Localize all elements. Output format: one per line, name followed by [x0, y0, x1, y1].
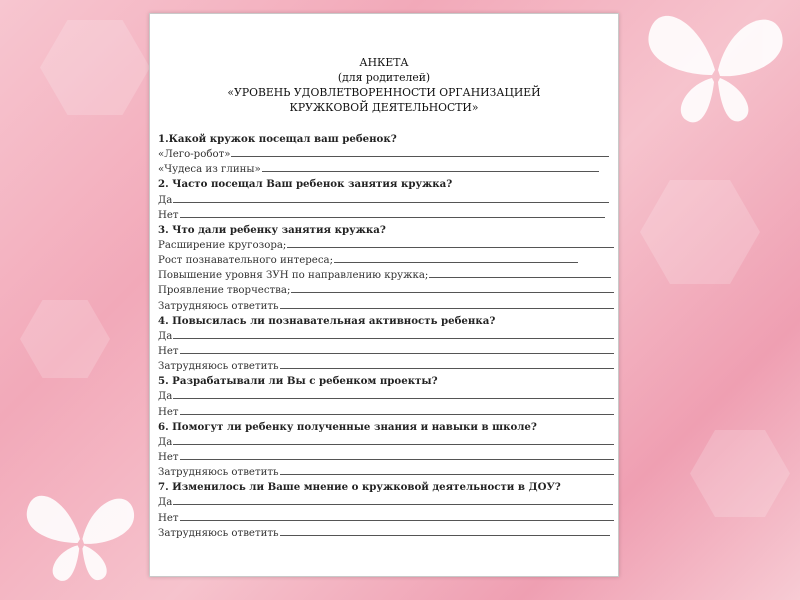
answer-line — [158, 389, 614, 404]
answer-line — [158, 162, 614, 177]
answer-label: Да — [158, 391, 173, 403]
answer-blank[interactable] — [180, 208, 605, 218]
answer-label: Нет — [158, 451, 179, 463]
questionnaire-title: АНКЕТА — [359, 56, 409, 69]
butterfly-icon — [640, 0, 790, 130]
answer-label: Затрудняюсь ответить — [158, 467, 279, 479]
answer-line — [158, 526, 614, 541]
answer-blank[interactable] — [287, 238, 614, 248]
answer-label: Да — [158, 497, 173, 509]
answer-line — [158, 299, 614, 314]
answer-line — [158, 465, 614, 480]
question-6: 6. Помогут ли ребенку полученные знания и навыки в школе? — [158, 420, 537, 433]
answer-label: Нет — [158, 209, 179, 221]
answer-line — [158, 511, 614, 526]
answer-line — [158, 359, 614, 374]
questionnaire-body — [158, 132, 614, 541]
background-hexagon — [690, 430, 790, 517]
butterfly-icon — [20, 480, 140, 590]
answer-blank[interactable] — [280, 359, 614, 369]
answer-blank[interactable] — [231, 147, 609, 157]
answer-blank[interactable] — [291, 283, 614, 293]
answer-line — [158, 268, 614, 283]
answer-label: Затрудняюсь ответить — [158, 527, 279, 539]
answer-line — [158, 283, 614, 298]
questionnaire-topic-line-1: «УРОВЕНЬ УДОВЛЕТВОРЕННОСТИ ОРГАНИЗАЦИЕЙ — [227, 86, 541, 99]
question-2: 2. Часто посещал Ваш ребенок занятия кружка? — [158, 178, 453, 191]
answer-label: Да — [158, 330, 173, 342]
answer-line — [158, 329, 614, 344]
answer-blank[interactable] — [180, 511, 614, 521]
background-hexagon — [40, 20, 150, 115]
answer-label: Затрудняюсь ответить — [158, 361, 279, 373]
question-3: 3. Что дали ребенку занятия кружка? — [158, 223, 386, 236]
background-hexagon — [20, 300, 110, 378]
answer-line — [158, 435, 614, 450]
answer-blank[interactable] — [173, 389, 614, 399]
answer-line — [158, 405, 614, 420]
answer-label: Рост познавательного интереса; — [158, 255, 334, 267]
question-7: 7. Изменилось ли Ваше мнение о кружковой деятельности в ДОУ? — [158, 481, 561, 494]
answer-label: «Чудеса из глины» — [158, 164, 261, 176]
question-5: 5. Разрабатывали ли Вы с ребенком проекты? — [158, 375, 438, 388]
answer-blank[interactable] — [173, 435, 614, 445]
answer-label: Да — [158, 436, 173, 448]
answer-line — [158, 450, 614, 465]
questionnaire-sheet — [149, 13, 619, 577]
answer-blank[interactable] — [173, 329, 614, 339]
answer-blank[interactable] — [280, 526, 610, 536]
answer-blank[interactable] — [280, 299, 614, 309]
answer-line — [158, 238, 614, 253]
answer-line — [158, 253, 614, 268]
answer-blank[interactable] — [334, 253, 578, 263]
answer-label: Расширение кругозора; — [158, 239, 287, 251]
answer-line — [158, 193, 614, 208]
answer-label: «Лего-робот» — [158, 149, 231, 161]
answer-line — [158, 208, 614, 223]
answer-label: Да — [158, 194, 173, 206]
answer-label: Нет — [158, 345, 179, 357]
questionnaire-subtitle: (для родителей) — [337, 71, 431, 84]
answer-blank[interactable] — [180, 344, 614, 354]
questionnaire-topic-line-2: КРУЖКОВОЙ ДЕЯТЕЛЬНОСТИ» — [289, 101, 479, 114]
answer-blank[interactable] — [173, 495, 613, 505]
answer-label: Повышение уровня ЗУН по направлению кружка; — [158, 270, 429, 282]
answer-label: Нет — [158, 406, 179, 418]
answer-blank[interactable] — [180, 405, 614, 415]
background-hexagon — [640, 180, 760, 284]
answer-blank[interactable] — [280, 465, 614, 475]
answer-blank[interactable] — [429, 268, 611, 278]
answer-blank[interactable] — [262, 162, 599, 172]
answer-label: Проявление творчества; — [158, 285, 291, 297]
answer-line — [158, 147, 614, 162]
question-4: 4. Повысилась ли познавательная активность ребенка? — [158, 314, 496, 327]
answer-label: Нет — [158, 512, 179, 524]
answer-blank[interactable] — [173, 193, 609, 203]
answer-label: Затрудняюсь ответить — [158, 300, 279, 312]
question-1: 1.Какой кружок посещал ваш ребенок? — [158, 133, 397, 145]
answer-line — [158, 344, 614, 359]
answer-blank[interactable] — [180, 450, 614, 460]
answer-line — [158, 495, 614, 510]
questionnaire-header — [150, 55, 618, 115]
